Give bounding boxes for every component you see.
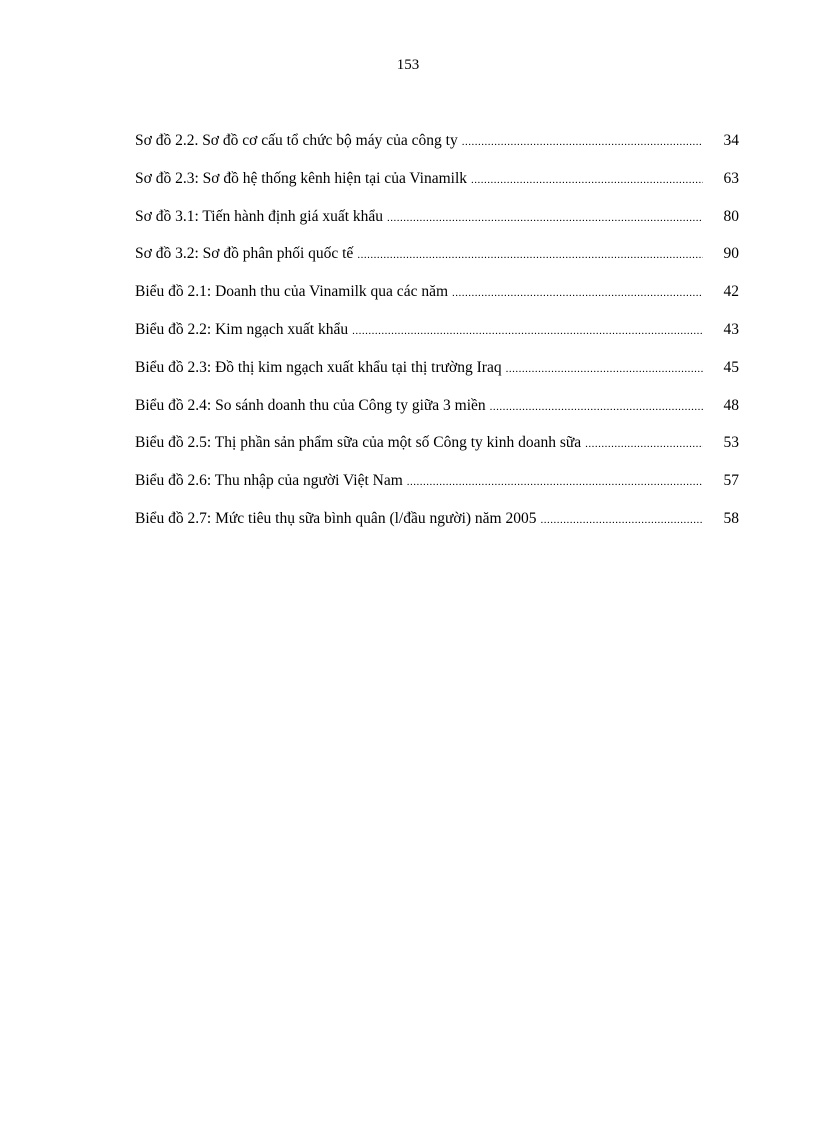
toc-entry-page: 53 xyxy=(723,434,739,452)
toc-entry xyxy=(135,283,739,321)
toc-entry-title: Sơ đồ 3.2: Sơ đồ phân phối quốc tế xyxy=(135,245,354,263)
toc-dot-leader xyxy=(352,325,703,337)
toc-entry-page: 57 xyxy=(723,472,739,490)
toc-entry-title: Sơ đồ 2.3: Sơ đồ hệ thống kênh hiện tại của Vinamilk xyxy=(135,169,468,187)
toc-dot-leader xyxy=(490,401,703,413)
toc-entry-page: 45 xyxy=(723,358,739,376)
toc-dot-leader xyxy=(540,514,703,526)
toc-entry-title: Biểu đồ 2.1: Doanh thu của Vinamilk qua các năm xyxy=(135,283,449,301)
toc-dot-leader xyxy=(387,212,703,224)
toc-entry xyxy=(135,321,739,359)
toc-entry-title: Biểu đồ 2.7: Mức tiêu thụ sữa bình quân (l/đầu người) năm 2005 xyxy=(135,509,537,527)
toc-entry-page: 34 xyxy=(723,132,739,149)
toc-entry-title: Sơ đồ 3.1: Tiến hành định giá xuất khẩu xyxy=(135,207,384,225)
toc-dot-leader xyxy=(407,476,703,488)
toc-entry xyxy=(135,397,739,435)
toc-entry-title: Biểu đồ 2.3: Đồ thị kim ngạch xuất khẩu tại thị trường Iraq xyxy=(135,358,502,376)
toc-entry-page: 58 xyxy=(723,509,739,527)
toc-entry xyxy=(135,170,739,208)
toc-entry-page: 80 xyxy=(723,207,739,225)
toc-entry-title: Biểu đồ 2.4: So sánh doanh thu của Công ty giữa 3 miền xyxy=(135,396,486,414)
toc-dot-leader xyxy=(585,438,703,450)
toc-entry-page: 90 xyxy=(723,245,739,263)
toc-entry xyxy=(135,208,739,246)
toc-entry-page: 43 xyxy=(723,320,739,338)
toc-entry xyxy=(135,245,739,283)
toc-entry-page: 48 xyxy=(723,396,739,414)
toc-entry xyxy=(135,510,739,548)
toc-dot-leader xyxy=(357,249,703,261)
toc-entry-title: Biểu đồ 2.6: Thu nhập của người Việt Nam xyxy=(135,472,403,490)
toc-entry-title: Biểu đồ 2.5: Thị phần sản phẩm sữa của một số Công ty kinh doanh sữa xyxy=(135,434,582,452)
toc-dot-leader xyxy=(506,363,703,375)
toc-entry xyxy=(135,132,739,170)
toc-dot-leader xyxy=(452,287,703,299)
toc-entry-title: Biểu đồ 2.2: Kim ngạch xuất khẩu xyxy=(135,320,349,338)
toc-entry-page: 63 xyxy=(723,169,739,187)
toc-entry xyxy=(135,472,739,510)
toc-entry-title: Sơ đồ 2.2. Sơ đồ cơ cấu tổ chức bộ máy của công ty xyxy=(135,132,458,149)
toc-entry xyxy=(135,359,739,397)
table-of-figures xyxy=(135,132,739,548)
toc-entry xyxy=(135,434,739,472)
toc-entry-page: 42 xyxy=(723,283,739,301)
toc-dot-leader xyxy=(462,136,703,148)
page-number: 153 xyxy=(396,57,420,73)
toc-dot-leader xyxy=(471,174,703,186)
